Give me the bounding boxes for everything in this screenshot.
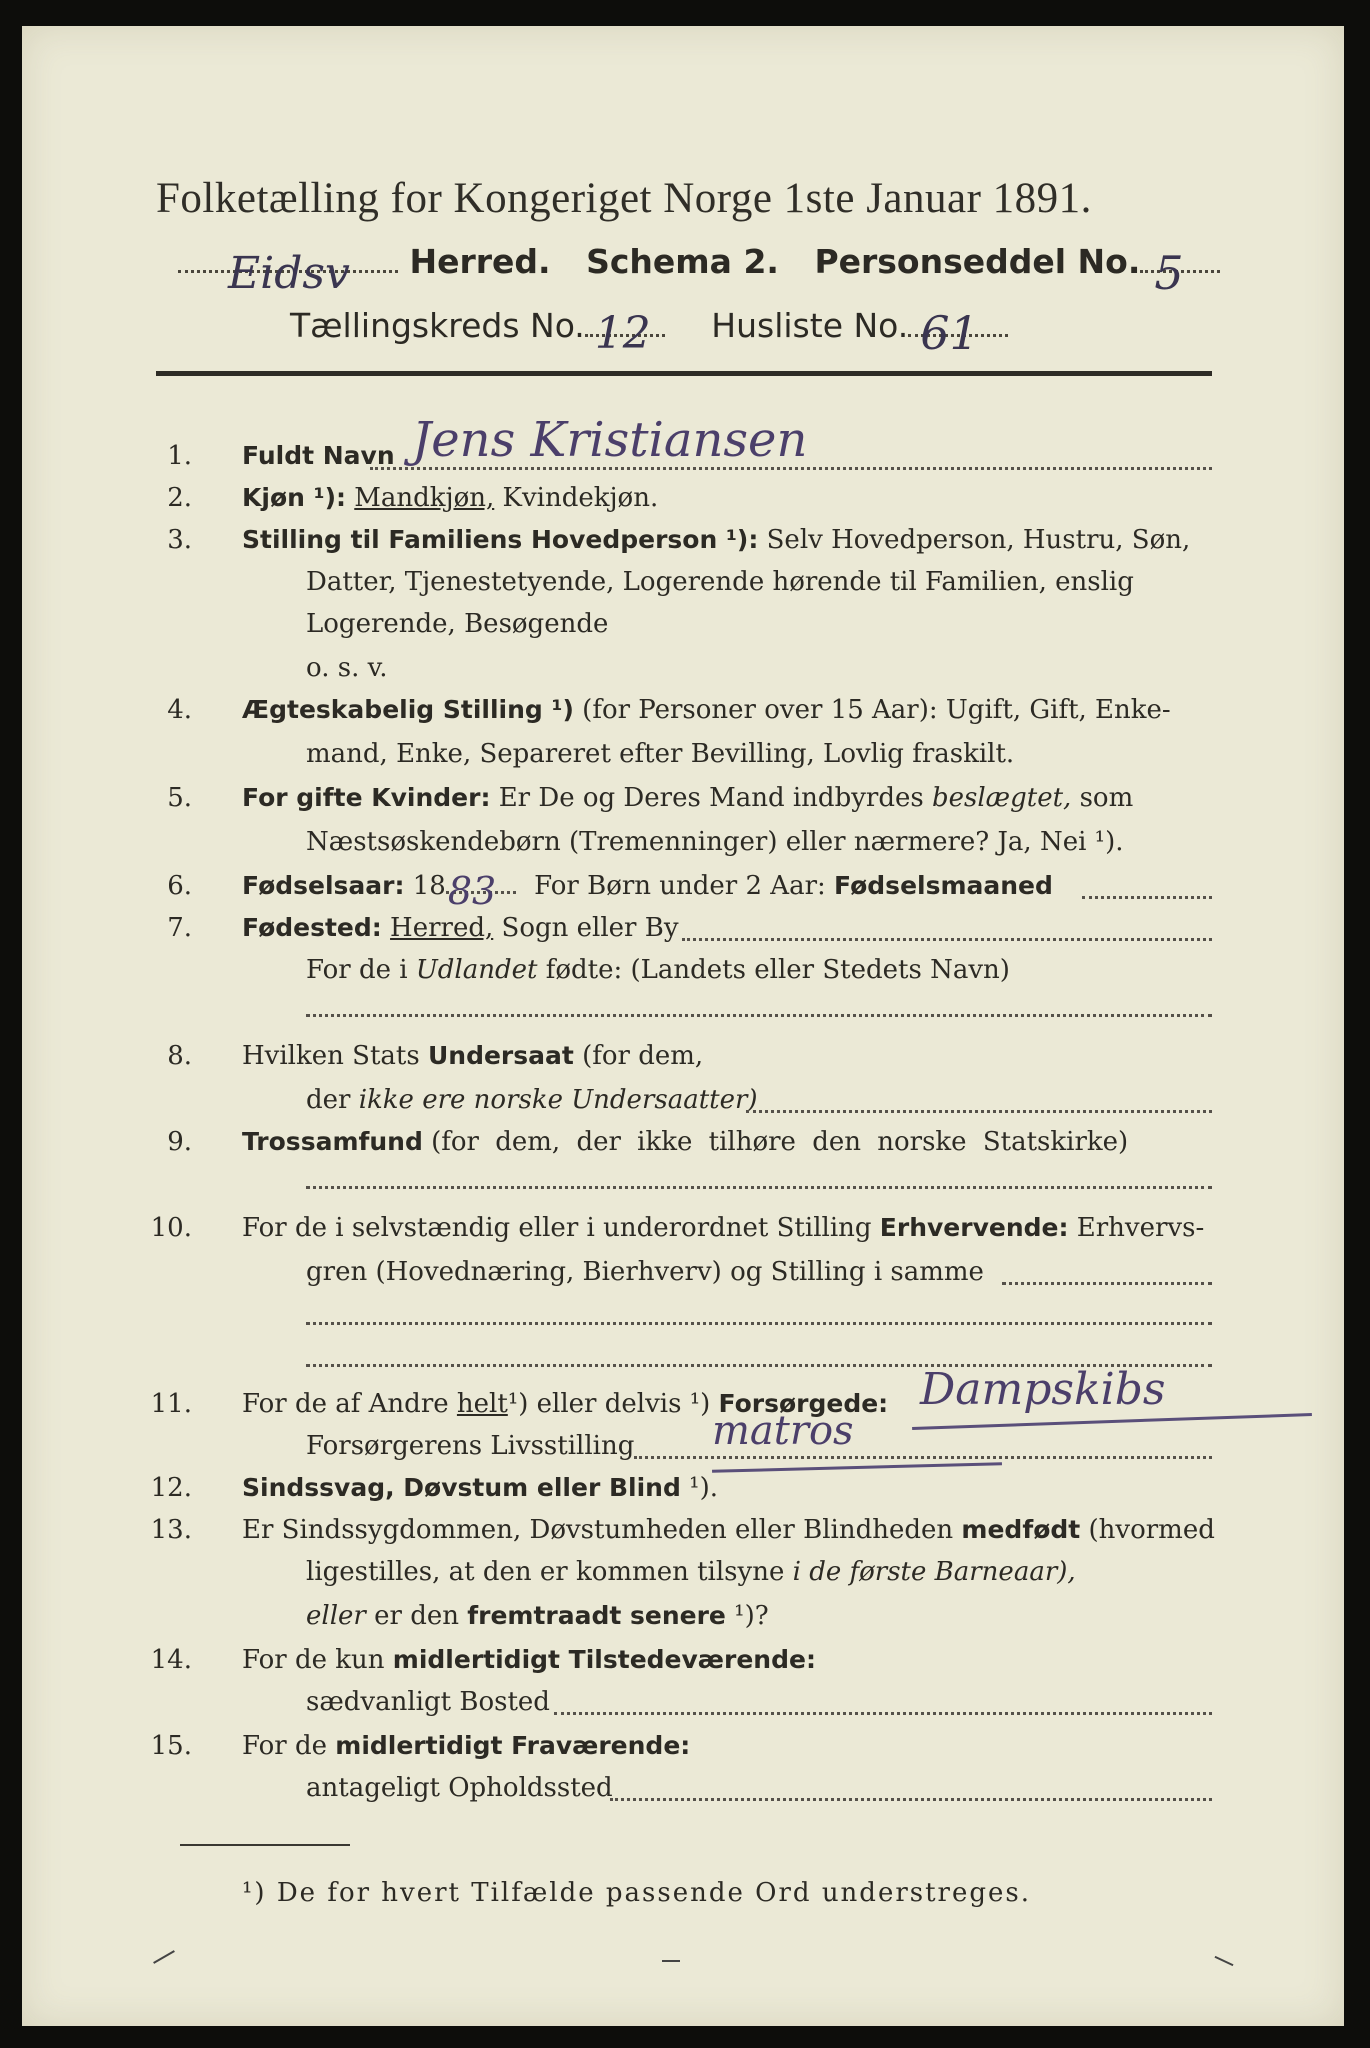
field-12-suffix: ¹). <box>689 1473 718 1503</box>
field-13-text-g: er den <box>374 1601 459 1631</box>
field-10-input-1[interactable] <box>1002 1282 1212 1285</box>
field-3-number: 3. <box>167 525 192 555</box>
field-15-label: midlertidigt Fraværende: <box>335 1731 691 1760</box>
field-14-line-2: sædvanligt Bosted <box>306 1687 550 1717</box>
kreds-field[interactable] <box>585 308 665 359</box>
field-7-option-herred[interactable]: Herred, <box>390 913 494 943</box>
field-6-input[interactable] <box>446 869 516 913</box>
field-7-rest: Sogn eller By <box>501 913 679 943</box>
field-6-number: 6. <box>167 871 192 901</box>
field-11-text-a: For de af Andre <box>242 1389 449 1419</box>
field-11-label: Forsørgede: <box>718 1389 889 1418</box>
field-10-text-c: Erhvervs- <box>1076 1213 1205 1243</box>
herred-value: Eidsv <box>228 248 350 299</box>
form-title: Folketælling for Kongeriget Norge 1ste Januar 1891. <box>156 175 1092 222</box>
header-rule <box>156 371 1212 376</box>
field-9-number: 9. <box>167 1127 192 1157</box>
corner-mark-center <box>662 1960 680 1962</box>
field-14-label: midlertidigt Tilstedeværende: <box>392 1645 816 1674</box>
field-5-label: For gifte Kvinder: <box>242 783 491 812</box>
field-2-number: 2. <box>167 483 192 513</box>
field-14-number: 14. <box>150 1645 192 1675</box>
field-13-number: 13. <box>150 1515 192 1545</box>
field-9-rest: (for dem, der ikke tilhøre den norske Statskirke) <box>431 1127 1129 1157</box>
field-5-text-a: Er De og Deres Mand indbyrdes <box>498 783 924 813</box>
husliste-label: Husliste No. <box>711 306 909 345</box>
field-3-label: Stilling til Familiens Hovedperson ¹): <box>242 525 759 554</box>
footnote-rule <box>180 1844 350 1846</box>
field-15-number: 15. <box>150 1731 192 1761</box>
census-form-page <box>22 26 1344 2026</box>
field-7-input[interactable] <box>682 938 1212 941</box>
field-10-number: 10. <box>150 1213 192 1243</box>
field-1-number: 1. <box>167 441 192 471</box>
kreds-line <box>290 306 1008 360</box>
field-7-text-b: Udlandet <box>415 955 538 985</box>
field-15-line-2: antageligt Opholdssted <box>306 1773 613 1803</box>
field-1-label: Fuldt Navn <box>242 441 395 470</box>
corner-mark-left <box>153 1950 175 1964</box>
schema-label: Schema 2. <box>586 242 779 281</box>
field-6-month-input[interactable] <box>1082 896 1212 899</box>
herred-field[interactable] <box>178 248 398 299</box>
field-13-line-2 <box>306 1556 1076 1588</box>
field-11-value-1: Dampskibs <box>920 1364 1166 1415</box>
field-2-option-female[interactable]: Kvindekjøn. <box>502 483 659 513</box>
field-11-number: 11. <box>150 1389 192 1419</box>
field-9-label: Trossamfund <box>242 1127 423 1156</box>
field-10-line-2: gren (Hovednæring, Bierhverv) og Stilling i samme <box>306 1257 984 1287</box>
field-7-text-c: fødte: (Landets eller Stedets Navn) <box>545 955 1010 985</box>
field-13-text-e: i de første Barneaar), <box>792 1557 1076 1587</box>
field-11-underline-2 <box>712 1462 1002 1473</box>
field-10-input-2[interactable] <box>306 1322 1212 1325</box>
field-6-prefix: 18 <box>412 871 446 901</box>
field-2-option-male[interactable]: Mandkjøn, <box>354 483 495 513</box>
field-8-text-a: Hvilken Stats <box>242 1041 420 1071</box>
field-13-label-2: fremtraadt senere <box>467 1601 726 1630</box>
field-1-value: Jens Kristiansen <box>412 412 808 468</box>
field-4-number: 4. <box>167 695 192 725</box>
field-15-input[interactable] <box>610 1798 1212 1801</box>
field-7-text-a: For de i <box>306 955 408 985</box>
field-4-label: Ægteskabelig Stilling ¹) <box>242 695 574 724</box>
field-11-underline-1 <box>912 1413 1312 1430</box>
field-13-line-3 <box>306 1600 769 1632</box>
field-13-text-h: ¹)? <box>734 1601 769 1631</box>
field-3-line-4: o. s. v. <box>306 653 388 683</box>
personseddel-value: 5 <box>1154 246 1184 300</box>
field-15-text-a: For de <box>242 1731 327 1761</box>
field-11-input-2[interactable] <box>634 1456 1212 1459</box>
field-11-value-2: matros <box>712 1408 854 1454</box>
field-12-number: 12. <box>150 1473 192 1503</box>
husliste-value: 61 <box>920 306 979 360</box>
field-3-line-3: Logerende, Besøgende <box>306 609 609 639</box>
field-14-text-a: For de kun <box>242 1645 385 1675</box>
field-12-label: Sindssvag, Døvstum eller Blind <box>242 1473 681 1502</box>
personseddel-field[interactable] <box>1140 246 1220 300</box>
field-9-input[interactable] <box>306 1186 1212 1189</box>
herred-label: Herred. <box>409 242 551 281</box>
field-5-text-b: beslægtet, <box>931 783 1072 813</box>
field-7-number: 7. <box>167 913 192 943</box>
field-13-text-f: eller <box>306 1601 366 1631</box>
field-7-label: Fødested: <box>242 913 382 942</box>
kreds-label: Tællingskreds No. <box>290 306 585 345</box>
field-3-line-1: Selv Hovedperson, Hustru, Søn, <box>766 525 1191 555</box>
field-5-number: 5. <box>167 783 192 813</box>
field-11-option-helt[interactable]: helt <box>456 1389 508 1419</box>
field-6-value: 83 <box>447 869 497 913</box>
field-4-line-2: mand, Enke, Separeret efter Bevilling, Lovlig fraskilt. <box>306 739 1015 769</box>
field-8-number: 8. <box>167 1041 192 1071</box>
field-7-line-2 <box>306 954 1010 986</box>
field-13-text-a: Er Sindssygdommen, Døvstumheden eller Blindheden <box>242 1515 954 1545</box>
field-11-text-c: ¹) eller delvis ¹) <box>507 1389 711 1419</box>
field-10-label: Erhvervende: <box>879 1213 1069 1242</box>
field-8-text-c: (for dem, <box>582 1041 704 1071</box>
field-11-line-2: Forsørgerens Livsstilling <box>306 1431 635 1461</box>
field-4-line-1: (for Personer over 15 Aar): Ugift, Gift, Enke- <box>582 695 1171 725</box>
field-13-text-d: ligestilles, at den er kommen tilsyne <box>306 1557 785 1587</box>
field-8-input[interactable] <box>746 1110 1212 1113</box>
field-3-line-2: Datter, Tjenestetyende, Logerende hørende til Familien, enslig <box>306 567 1134 597</box>
herred-line <box>178 242 1220 300</box>
field-5-line-2: Næstsøskendebørn (Tremenninger) eller nærmere? Ja, Nei ¹). <box>306 827 1124 857</box>
kreds-value: 12 <box>594 308 651 359</box>
corner-mark-right <box>1215 1956 1234 1966</box>
field-14-input[interactable] <box>554 1712 1212 1715</box>
field-13-text-c: (hvormed <box>1088 1515 1215 1545</box>
field-7-abroad-input[interactable] <box>306 1014 1212 1017</box>
field-8-line-2 <box>306 1084 758 1116</box>
field-2-label: Kjøn ¹): <box>242 483 346 512</box>
field-6-label: Fødselsaar: <box>242 871 405 900</box>
personseddel-label: Personseddel No. <box>814 242 1141 281</box>
field-13-label: medfødt <box>961 1515 1081 1544</box>
footnote: ¹) De for hvert Tilfælde passende Ord understreges. <box>242 1878 1032 1908</box>
field-5-text-c: som <box>1079 783 1134 813</box>
field-10-text-a: For de i selvstændig eller i underordnet Stilling <box>242 1213 872 1243</box>
husliste-field[interactable] <box>908 306 1008 360</box>
field-6-label-2: Fødselsmaaned <box>834 871 1053 900</box>
field-6-mid: For Børn under 2 Aar: <box>534 871 826 901</box>
field-8-text-e: ikke ere norske Undersaatter) <box>358 1085 758 1115</box>
field-8-label: Undersaat <box>427 1041 574 1070</box>
field-8-text-d: der <box>306 1085 351 1115</box>
